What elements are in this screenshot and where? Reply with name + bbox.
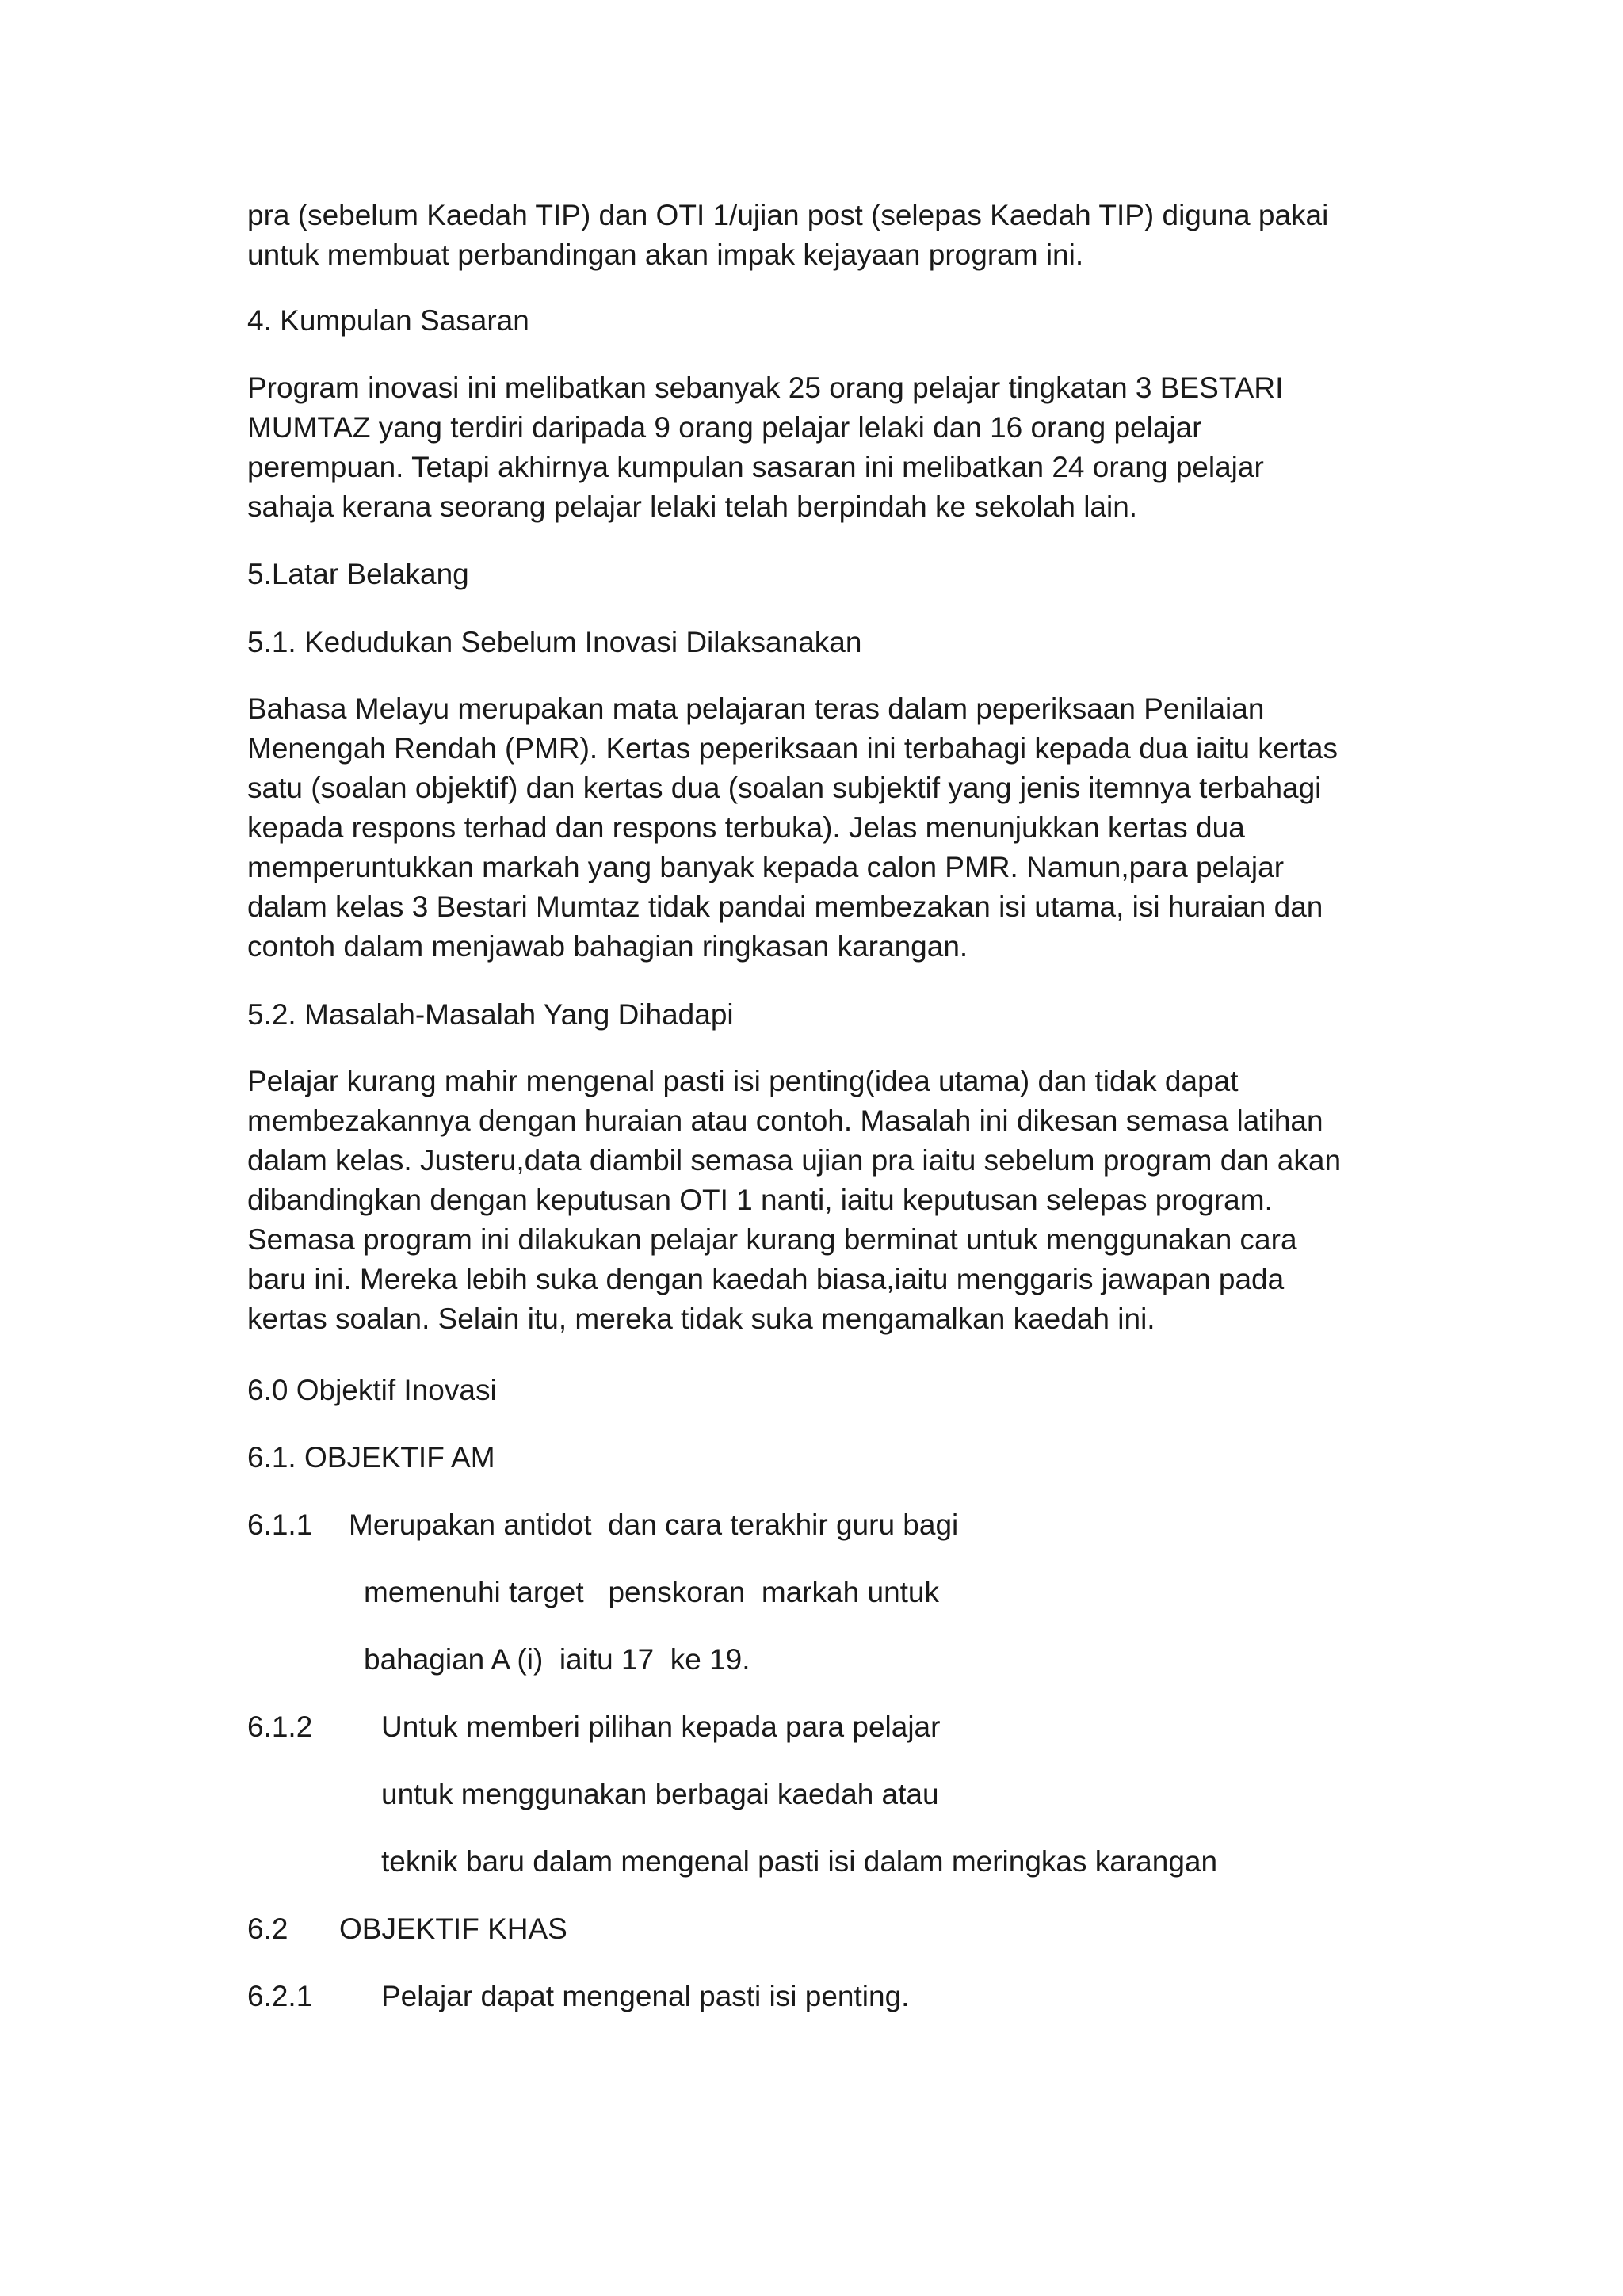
section-6-2-number: 6.2	[247, 1913, 288, 1945]
section-5-2-line: kertas soalan. Selain itu, mereka tidak suka mengamalkan kaedah ini.	[247, 1302, 1155, 1335]
section-4-line: sahaja kerana seorang pelajar lelaki telah berpindah ke sekolah lain.	[247, 490, 1138, 523]
item-6-1-2-line: teknik baru dalam mengenal pasti isi dalam meringkas karangan	[381, 1845, 1218, 1878]
section-6-heading: 6.0 Objektif Inovasi	[247, 1374, 497, 1406]
section-5-1-line: memperuntukkan markah yang banyak kepada calon PMR. Namun,para pelajar	[247, 851, 1285, 883]
item-6-1-1-line: Merupakan antidot dan cara terakhir guru bagi	[349, 1508, 959, 1541]
item-6-2-1-text: Pelajar dapat mengenal pasti isi penting.	[381, 1980, 910, 2012]
intro-line: pra (sebelum Kaedah TIP) dan OTI 1/ujian post (selepas Kaedah TIP) diguna pakai	[247, 199, 1329, 231]
item-6-1-1-line: bahagian A (i) iaitu 17 ke 19.	[364, 1643, 750, 1676]
section-5-1-line: Bahasa Melayu merupakan mata pelajaran teras dalam peperiksaan Penilaian	[247, 692, 1265, 725]
section-5-1-line: kepada respons terhad dan respons terbuka). Jelas menunjukkan kertas dua	[247, 811, 1245, 844]
intro-paragraph	[247, 196, 1404, 275]
item-6-1-2-number: 6.1.2	[247, 1711, 313, 1743]
section-5-2-heading: 5.2. Masalah-Masalah Yang Dihadapi	[247, 998, 734, 1031]
item-6-1-2-line: Untuk memberi pilihan kepada para pelajar	[381, 1711, 941, 1743]
section-5-1-line: dalam kelas 3 Bestari Mumtaz tidak pandai membezakan isi utama, isi huraian dan	[247, 891, 1323, 923]
section-4-line: perempuan. Tetapi akhirnya kumpulan sasaran ini melibatkan 24 orang pelajar	[247, 451, 1264, 483]
section-5-1-line: Menengah Rendah (PMR). Kertas peperiksaan ini terbahagi kepada dua iaitu kertas	[247, 732, 1338, 765]
section-4-heading: 4. Kumpulan Sasaran	[247, 304, 529, 337]
section-5-2-line: dalam kelas. Justeru,data diambil semasa ujian pra iaitu sebelum program dan akan	[247, 1144, 1342, 1177]
section-5-1-line: satu (soalan objektif) dan kertas dua (soalan subjektif yang jenis itemnya terbahagi	[247, 772, 1322, 804]
item-6-1-1-line: memenuhi target penskoran markah untuk	[364, 1576, 939, 1608]
section-5-2-line: Pelajar kurang mahir mengenal pasti isi penting(idea utama) dan tidak dapat	[247, 1065, 1239, 1097]
section-5-1-heading: 5.1. Kedudukan Sebelum Inovasi Dilaksanakan	[247, 626, 862, 658]
section-5-2-line: membezakannya dengan huraian atau contoh. Masalah ini dikesan semasa latihan	[247, 1104, 1323, 1137]
section-5-1-line: contoh dalam menjawab bahagian ringkasan karangan.	[247, 930, 968, 963]
section-5-2-paragraph	[247, 1062, 1404, 1339]
intro-line: untuk membuat perbandingan akan impak kejayaan program ini.	[247, 238, 1084, 271]
section-5-2-line: Semasa program ini dilakukan pelajar kurang berminat untuk menggunakan cara	[247, 1223, 1297, 1256]
section-5-1-paragraph	[247, 689, 1404, 967]
section-5-2-line: dibandingkan dengan keputusan OTI 1 nanti, iaitu keputusan selepas program.	[247, 1184, 1273, 1216]
item-6-1-1-number: 6.1.1	[247, 1508, 313, 1541]
item-6-1-2-line: untuk menggunakan berbagai kaedah atau	[381, 1778, 939, 1810]
section-6-1-heading: 6.1. OBJEKTIF AM	[247, 1441, 495, 1474]
section-4-paragraph	[247, 368, 1404, 527]
section-4-line: MUMTAZ yang terdiri daripada 9 orang pelajar lelaki dan 16 orang pelajar	[247, 411, 1202, 444]
section-5-2-line: baru ini. Mereka lebih suka dengan kaedah biasa,iaitu menggaris jawapan pada	[247, 1263, 1285, 1295]
section-6-2-heading: OBJEKTIF KHAS	[339, 1913, 567, 1945]
section-5-heading: 5.Latar Belakang	[247, 558, 469, 590]
item-6-2-1-number: 6.2.1	[247, 1980, 313, 2012]
section-4-line: Program inovasi ini melibatkan sebanyak 25 orang pelajar tingkatan 3 BESTARI	[247, 372, 1284, 404]
